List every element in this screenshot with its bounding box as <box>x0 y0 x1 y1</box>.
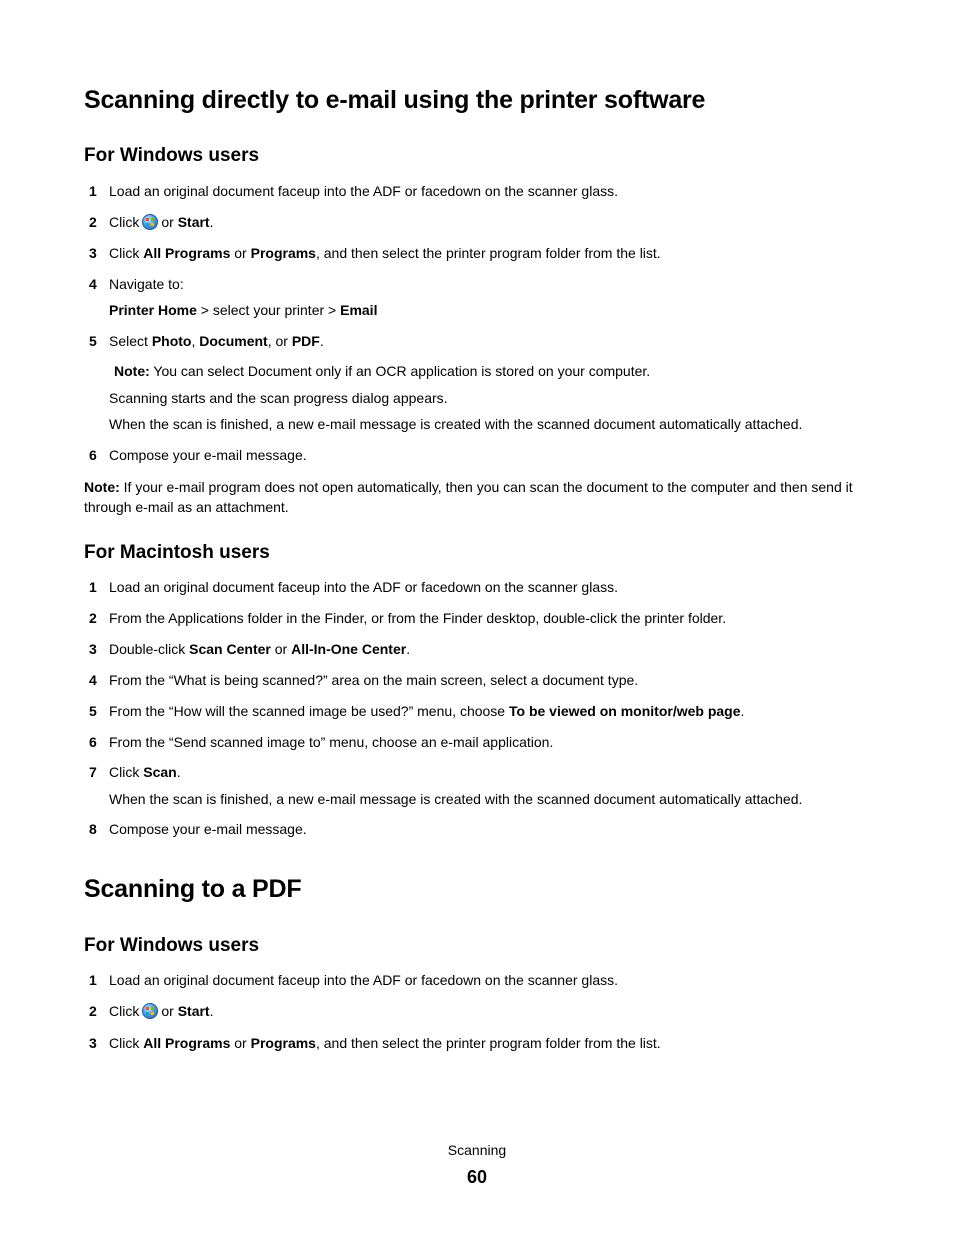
step-text: Compose your e-mail message. <box>109 821 307 837</box>
step-number: 3 <box>89 245 97 261</box>
windows-start-orb-icon <box>142 1003 158 1019</box>
step-number: 2 <box>89 1003 97 1019</box>
step-text: Load an original document faceup into the ADF or facedown on the scanner glass. <box>109 183 618 199</box>
step-number: 5 <box>89 333 97 349</box>
step-text: Click or Start. <box>109 1003 214 1019</box>
step-text: From the “What is being scanned?” area on the main screen, select a document type. <box>109 672 639 688</box>
step-number: 6 <box>89 734 97 750</box>
step-number: 1 <box>89 972 97 988</box>
step-note: Note: You can select Document only if an OCR application is stored on your computer. <box>114 363 651 379</box>
step-number: 6 <box>89 447 97 463</box>
step-number: 8 <box>89 821 97 837</box>
step-number: 5 <box>89 703 97 719</box>
section-note: Note: If your e-mail program does not open automatically, then you can scan the document to the computer and then send it through e-mail as an attachment. <box>84 479 853 515</box>
step-text: Load an original document faceup into the ADF or facedown on the scanner glass. <box>109 972 618 988</box>
step-number: 3 <box>89 641 97 657</box>
step-number: 2 <box>89 214 97 230</box>
step-text: Click All Programs or Programs, and then select the printer program folder from the list. <box>109 245 661 261</box>
step-text: Click or Start. <box>109 214 214 230</box>
step-number: 2 <box>89 610 97 626</box>
step-text: Navigate to: <box>109 276 184 292</box>
step-text: From the “Send scanned image to” menu, choose an e-mail application. <box>109 734 554 750</box>
step-detail: When the scan is finished, a new e-mail message is created with the scanned document automatically attached. <box>109 791 803 807</box>
step-text: Double-click Scan Center or All-In-One Center. <box>109 641 411 657</box>
section-title-pdf: Scanning to a PDF <box>84 875 302 903</box>
windows-start-orb-icon <box>142 214 158 230</box>
page-number: 60 <box>466 1167 488 1187</box>
subheading-windows-pdf: For Windows users <box>84 935 260 956</box>
step-text: Load an original document faceup into the ADF or facedown on the scanner glass. <box>109 579 618 595</box>
subheading-mac-email: For Macintosh users <box>84 542 270 563</box>
step-detail: When the scan is finished, a new e-mail message is created with the scanned document automatically attached. <box>109 416 803 432</box>
step-number: 7 <box>89 764 97 780</box>
subheading-windows-email: For Windows users <box>84 145 260 166</box>
footer-chapter-label: Scanning <box>447 1142 507 1158</box>
step-text: From the “How will the scanned image be used?” menu, choose To be viewed on monitor/web page. <box>109 703 745 719</box>
step-text: Compose your e-mail message. <box>109 447 307 463</box>
step-detail: Scanning starts and the scan progress dialog appears. <box>109 390 448 406</box>
step-text: Select Photo, Document, or PDF. <box>109 333 324 349</box>
step-number: 4 <box>89 276 97 292</box>
step-text: Click Scan. <box>109 764 181 780</box>
section-title-email: Scanning directly to e-mail using the printer software <box>84 86 706 114</box>
navigation-path: Printer Home > select your printer > Email <box>109 302 378 318</box>
step-number: 1 <box>89 579 97 595</box>
step-text: From the Applications folder in the Finder, or from the Finder desktop, double-click the printer folder. <box>109 610 727 626</box>
step-number: 1 <box>89 183 97 199</box>
step-text: Click All Programs or Programs, and then select the printer program folder from the list. <box>109 1035 661 1051</box>
step-number: 4 <box>89 672 97 688</box>
step-number: 3 <box>89 1035 97 1051</box>
